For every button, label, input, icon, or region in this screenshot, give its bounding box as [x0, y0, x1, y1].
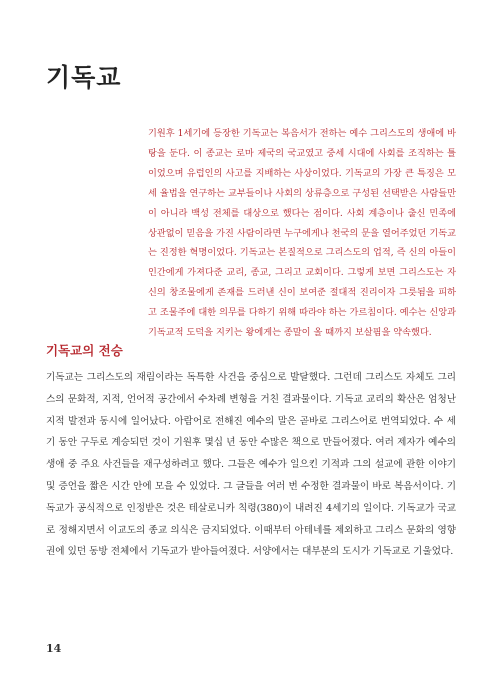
page-title: 기독교	[46, 63, 122, 92]
page-number: 14	[46, 642, 62, 655]
body-paragraph: 기독교는 그리스도의 재림이라는 독특한 사건을 중심으로 발달했다. 그런데 그리스도 자체도 그리스의 문화적, 지적, 언어적 공간에서 수차례 변형을 거친 결과물이다. 기독교 교리의 확산은 엄청난 지적 발전과 동시에 일어났다. 아람어로 전해진 예수의 말은 곧바로 그리스어로 번역되었다. 수 세기 동안 구두로 계승되던 것이 기원후 몇십 년 동안 수많은 책으로 만들어졌다. 여러 제자가 예수의 생애 중 주요 사건들을 재구성하려고 했다. 그들은 예수가 일으킨 기적과 그의 설교에 관한 이야기 및 증언을 짧은 시간 안에 모을 수 있었다. 그 글들을 여러 번 수정한 결과물이 바로 복음서이다. 기독교가 공식적으로 인정받은 것은 테살로니카 칙령(380)이 내려진 4세기의 일이다. 기독교가 국교로 정해지면서 이교도의 종교 의식은 금지되었다. 이때부터 아테네를 제외하고 그리스 문화의 영향권에 있던 동방 전체에서 기독교가 받아들여졌다. 서양에서는 대부분의 도시가 기독교로 기울었다.	[46, 372, 456, 558]
intro-paragraph: 기원후 1세기에 등장한 기독교는 복음서가 전하는 예수 그리스도의 생애에 바탕을 둔다. 이 종교는 로마 제국의 국교였고 중세 시대에 사회를 조직하는 틀이었으며 유럽인의 사고를 지배하는 사상이었다. 기독교의 가장 큰 특징은 모세 율법을 연구하는 교부들이나 사회의 상류층으로 구성된 선택받은 사람들만이 아니라 백성 전체를 대상으로 했다는 점이다. 사회 계층이나 출신 민족에 상관없이 믿음을 가진 사람이라면 누구에게나 천국의 문을 열어주었던 기독교는 진정한 혁명이었다. 기독교는 본질적으로 그리스도의 업적, 즉 신의 아들이 인간에게 가져다준 교리, 종교, 그리고 교회이다. 그렇게 보면 그리스도는 자신의 창조물에게 존재를 드러낸 신이 보여준 절대적 진리이자 그릇됨을 피하고 조물주에 대한 의무를 다하기 위해 따라야 하는 가르침이다. 예수는 신앙과 기독교적 도덕을 지키는 왕에게는 종말이 올 때까지 보살핌을 약속했다.	[148, 128, 456, 339]
section-heading: 기독교의 전승	[46, 343, 123, 358]
